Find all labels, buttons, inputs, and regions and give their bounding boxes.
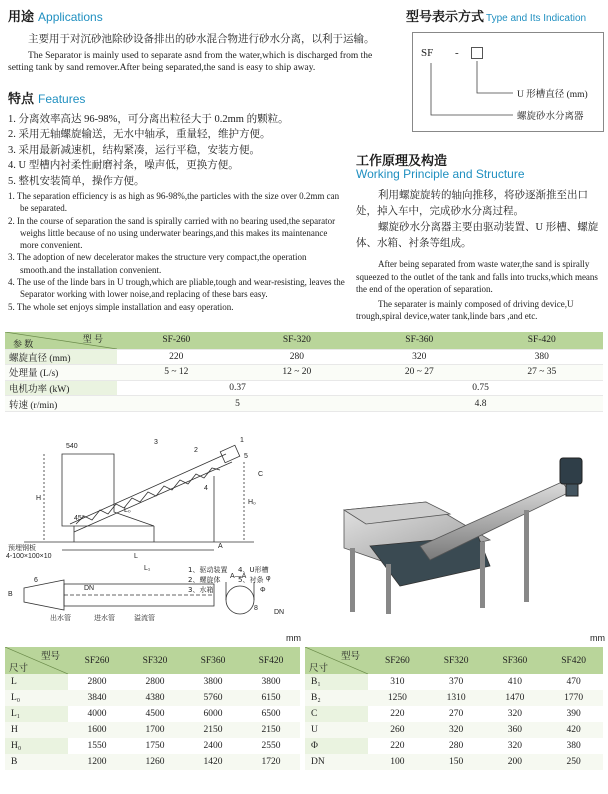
feature-cn-item: 1. 分离效率高达 96-98%，可分离出粒径大于 0.2mm 的颗粒。 — [8, 114, 289, 125]
dim-a-cell: 3800 — [203, 677, 223, 687]
dim-a-cell: 6150 — [242, 690, 300, 706]
model-label-trough: U 形槽直径 (mm) — [517, 90, 588, 100]
work-text-cn — [356, 188, 604, 252]
dim-a-row — [5, 690, 300, 706]
spec-cell: 12 ~ 20 — [236, 365, 358, 381]
dim-a-label: L₀ — [5, 690, 68, 706]
dim-b-cell: 250 — [544, 754, 603, 770]
dim-b-cell: 1250 — [368, 690, 427, 706]
gearbox — [566, 484, 578, 496]
dim-b-cell: 260 — [368, 722, 427, 738]
dim-b-cell: 390 — [566, 709, 581, 719]
spec-cell-merged: 0.37 — [117, 380, 358, 396]
dim-b-label: Φ — [305, 738, 368, 754]
dim-a-model: SF320 — [126, 647, 184, 674]
drawing-label: Φ — [260, 587, 266, 594]
feature-en-item: 4. The use of the linde bars in U trough,which are pliable,tough and wear-resisting, leaves the Separator working with lower noise,and replacing of these bars easy. — [8, 277, 345, 300]
spec-cell: 280 — [236, 349, 358, 365]
dim-b-cell: 100 — [368, 754, 427, 770]
drawing-label: 进水管 — [94, 615, 115, 622]
spec-row — [5, 380, 603, 396]
feature-en-item: 3. The adoption of new decelerator makes the structure very compact,the operation smooth.and the installation convenient. — [8, 252, 307, 275]
drawing-label: 8 — [254, 605, 258, 612]
spec-table — [5, 332, 603, 412]
dim-b-label: C — [305, 706, 368, 722]
dim-b-label: U — [305, 722, 368, 738]
spec-row — [5, 365, 603, 381]
model-title — [406, 6, 586, 25]
spec-cell: 320 — [358, 349, 480, 365]
drawing-label: B — [8, 591, 13, 598]
features-list-en — [8, 190, 348, 313]
work-text-cn-1: 利用螺旋旋转的轴向推移，将砂逐渐推至出口处，掉入车中，完成砂水分离过程。 — [356, 190, 588, 217]
dim-b-row — [305, 690, 603, 706]
spec-row — [5, 396, 603, 412]
work-title-en: Working Principle and Structure — [356, 167, 525, 181]
dim-b-row — [305, 706, 603, 722]
drawing-label: 4-100×100×10 — [6, 553, 52, 560]
work-text-en-2: The separater is mainly composed of driving device,U trough,spiral device,water tank,linde bars ,and etc. — [356, 298, 574, 321]
dim-a-cell: 1700 — [126, 722, 184, 738]
dim-b-cell: 1470 — [486, 690, 545, 706]
dim-a-row — [5, 706, 300, 722]
spec-row-label: 转速 (r/min) — [5, 396, 117, 412]
spec-cell-merged: 5 — [117, 396, 358, 412]
dim-a-cell: 2150 — [242, 722, 300, 738]
dim-b-cell: 320 — [507, 741, 522, 751]
dim-a-cell: 5760 — [184, 690, 242, 706]
dim-b-model: SF320 — [427, 647, 486, 674]
leg — [480, 542, 485, 608]
model-indication-box — [412, 32, 604, 132]
spec-cell-merged: 0.75 — [358, 380, 603, 396]
dim-b-cell: 470 — [566, 677, 581, 687]
drawing-label: 1 — [240, 437, 244, 444]
legend-item: 3、水箱 — [188, 586, 214, 594]
legend-item: 2、螺旋体 — [188, 576, 221, 584]
dim-a-cell: 6500 — [261, 709, 281, 719]
applications-title-en: Applications — [38, 10, 103, 24]
legend-item: 1、驱动装置 — [188, 566, 228, 574]
dim-b-cell: 200 — [486, 754, 545, 770]
spec-corner-top: 型 号 — [82, 334, 103, 344]
dim-a-cell: 4500 — [145, 709, 165, 719]
spec-model-header: SF-260 — [117, 332, 236, 349]
features-title — [8, 88, 85, 107]
dim-b-cell: 380 — [566, 741, 581, 751]
drawing-label: 4 — [204, 485, 208, 492]
spec-row-label: 电机功率 (kW) — [5, 380, 117, 396]
work-text-cn-2: 螺旋砂水分离器主要由驱动装置、U 形槽、螺旋体、水箱、衬条等组成。 — [356, 222, 599, 249]
dim-b-label: DN — [305, 754, 368, 770]
drawing-label: φ — [266, 575, 271, 582]
dim-a-label: L₁ — [5, 706, 68, 722]
dim-a-cell: 1550 — [87, 741, 107, 751]
dim-b-cell: 360 — [486, 722, 545, 738]
drive-motor — [560, 458, 582, 484]
plan-tank — [24, 580, 64, 610]
legend-item: 5、衬条 — [238, 576, 264, 584]
dim-a-cell: 1720 — [242, 754, 300, 770]
dim-b-cell: 220 — [390, 709, 405, 719]
dim-b-cell: 1770 — [544, 690, 603, 706]
spec-cell: 220 — [117, 349, 236, 365]
product-illustration — [330, 436, 604, 616]
dim-a-cell: 4380 — [126, 690, 184, 706]
drawing-label: 540 — [66, 443, 78, 450]
dim-a-label: L — [5, 674, 68, 690]
dim-a-cell: 1420 — [184, 754, 242, 770]
spec-row-label: 处理量 (L/s) — [5, 365, 117, 381]
drawing-label: 6 — [34, 577, 38, 584]
dim-b-row — [305, 738, 603, 754]
dimension-table-a — [5, 647, 300, 770]
legend-item: 4、U形槽 — [238, 566, 269, 574]
spec-cell: 27 ~ 35 — [481, 365, 603, 381]
dim-b-cell: 1310 — [427, 690, 486, 706]
drawing-label: H — [36, 495, 42, 502]
dim-b-cell: 270 — [449, 709, 464, 719]
drawing-label: DN — [274, 609, 285, 616]
feature-cn-item: 2. 采用无轴螺旋输送，无水中轴承，重量轻，维护方便。 — [8, 129, 271, 141]
drawing-label: DN — [84, 585, 95, 592]
applications-text-cn: 主要用于对沉砂池除砂设备排出的砂水混合物进行砂水分离，以利于运输。 — [28, 34, 375, 45]
drawing-label: 预埋钢板 — [8, 545, 36, 552]
applications-text-en: The Separator is mainly used to separate asnd from the water,which is discharged from the setting tank by sand remover.After being separated,the sand is easy to ship away. — [8, 51, 373, 73]
drawing-label: H₀ — [248, 499, 256, 506]
technical-drawing — [4, 432, 304, 632]
dim-b-cell: 320 — [507, 709, 522, 719]
spec-model-header: SF-420 — [481, 332, 603, 349]
drawing-label: L₀ — [124, 507, 131, 514]
features-title-cn: 特点 — [8, 92, 35, 107]
dim-b-cell: 370 — [449, 677, 464, 687]
dim-b-label: B₂ — [305, 690, 368, 706]
dim-units-b: mm — [590, 633, 605, 643]
spec-cell: 20 ~ 27 — [358, 365, 480, 381]
dim-a-model: SF420 — [242, 647, 300, 674]
features-title-en: Features — [38, 92, 86, 106]
drawing-label: 5 — [244, 453, 248, 460]
dim-a-label: B — [5, 754, 68, 770]
model-dash: - — [455, 47, 459, 59]
dim-a-model: SF360 — [184, 647, 242, 674]
leg — [524, 510, 529, 602]
feature-en-item: 5. The whole set enjoys simple installation and easy operation. — [8, 301, 234, 312]
dim-b-label: B₁ — [305, 674, 368, 690]
feature-cn-item: 3. 采用最新减速机，结构紧凑，运行平稳，安装方便。 — [8, 144, 260, 156]
features-list-cn — [8, 112, 308, 189]
work-title-cn: 工作原理及构造 — [356, 154, 448, 169]
dim-b-corner — [305, 647, 368, 674]
dim-a-cell: 2800 — [87, 677, 107, 687]
spiral-zigzag — [76, 468, 220, 524]
feature-en-item: 1. The separation efficiency is as high as 96-98%,the particles with the size over 0.2mm can be separated. — [8, 191, 340, 214]
dim-b-cell: 220 — [390, 741, 405, 751]
dim-a-cell: 1600 — [68, 722, 126, 738]
dim-a-label: H₀ — [5, 738, 68, 754]
dim-a-corner — [5, 647, 68, 674]
drawing-label: 2 — [194, 447, 198, 454]
spec-cell: 380 — [481, 349, 603, 365]
spec-cell-merged: 4.8 — [358, 396, 603, 412]
spec-corner — [5, 332, 117, 349]
dimension-table-b — [305, 647, 603, 770]
dim-a-model: SF260 — [68, 647, 126, 674]
spec-row — [5, 349, 603, 365]
dim-units-a: mm — [286, 633, 301, 643]
drawing-label: A—A — [230, 573, 247, 580]
dim-a-cell: 2550 — [261, 741, 281, 751]
dim-a-cell: 4000 — [87, 709, 107, 719]
dim-b-row — [305, 722, 603, 738]
dim-b-model: SF420 — [544, 647, 603, 674]
dim-a-cell: 2150 — [184, 722, 242, 738]
dim-a-cell: 1750 — [145, 741, 165, 751]
model-prefix: SF — [421, 47, 434, 59]
dim-a-row — [5, 738, 300, 754]
dim-a-cell: 1260 — [126, 754, 184, 770]
dim-b-cell: 150 — [427, 754, 486, 770]
feature-cn-item: 4. U 型槽内衬柔性耐磨衬条，噪声低，更换方便。 — [8, 160, 239, 172]
model-label-product: 螺旋砂水分离器 — [517, 112, 584, 122]
spec-model-header: SF-320 — [236, 332, 358, 349]
applications-title-cn: 用途 — [8, 10, 35, 25]
dim-a-corner-top: 型号 — [40, 652, 60, 662]
dim-a-corner-bottom: 尺寸 — [9, 664, 29, 674]
drawing-label: L₁ — [144, 565, 151, 572]
dim-a-cell: 2400 — [203, 741, 223, 751]
dim-a-cell: 1200 — [68, 754, 126, 770]
dim-a-row — [5, 754, 300, 770]
drawing-label: C — [258, 471, 264, 478]
dim-b-cell: 320 — [427, 722, 486, 738]
spec-corner-bottom: 参 数 — [13, 339, 34, 349]
dim-b-row — [305, 674, 603, 690]
drawing-label: 出水管 — [50, 615, 71, 622]
trough-lower-line — [70, 454, 226, 524]
dim-b-corner-bottom: 尺寸 — [309, 664, 329, 674]
dim-b-cell: 310 — [390, 677, 405, 687]
feature-en-item: 2. In the course of separation the sand is spirally carried with no bearing used,the separator weighs little because of no using underwater bearings,and this makes its maintenance more convenient. — [8, 215, 336, 251]
drawing-label: L — [134, 553, 138, 560]
drive-unit — [220, 445, 239, 462]
work-text-en — [356, 258, 604, 323]
drawing-label: 45° — [74, 515, 85, 522]
applications-title — [8, 6, 103, 25]
dim-b-row — [305, 754, 603, 770]
dim-b-model: SF360 — [486, 647, 545, 674]
spec-row-label: 螺旋直径 (mm) — [5, 349, 117, 365]
dim-b-model: SF260 — [368, 647, 427, 674]
drawing-label: A — [218, 543, 223, 550]
dim-a-cell: 3840 — [68, 690, 126, 706]
dim-b-corner-top: 型号 — [340, 652, 360, 662]
dim-a-cell: 2800 — [145, 677, 165, 687]
leg — [350, 548, 355, 612]
model-title-cn: 型号表示方式 — [406, 10, 485, 25]
dim-a-label: H — [5, 722, 68, 738]
dim-b-cell: 420 — [544, 722, 603, 738]
dim-a-cell: 6000 — [203, 709, 223, 719]
dim-a-row — [5, 722, 300, 738]
spec-cell: 5 ~ 12 — [117, 365, 236, 381]
dim-a-row — [5, 674, 300, 690]
dim-b-cell: 280 — [449, 741, 464, 751]
spec-model-header: SF-360 — [358, 332, 480, 349]
work-text-en-1: After being separated from waste water,the sand is spirally squeezed to the outlet of the tank and falls into trucks,which means the end of the operation of separation. — [356, 259, 598, 294]
section-aa-trough — [226, 586, 254, 614]
dim-b-cell: 410 — [507, 677, 522, 687]
leg — [386, 564, 391, 614]
dim-a-cell: 3800 — [261, 677, 281, 687]
drawing-label: 溢流管 — [134, 615, 155, 622]
drawing-label: 3 — [154, 439, 158, 446]
model-title-en: Type and Its Indication — [486, 13, 587, 24]
feature-cn-item: 5. 整机安装简单，操作方便。 — [8, 175, 145, 187]
